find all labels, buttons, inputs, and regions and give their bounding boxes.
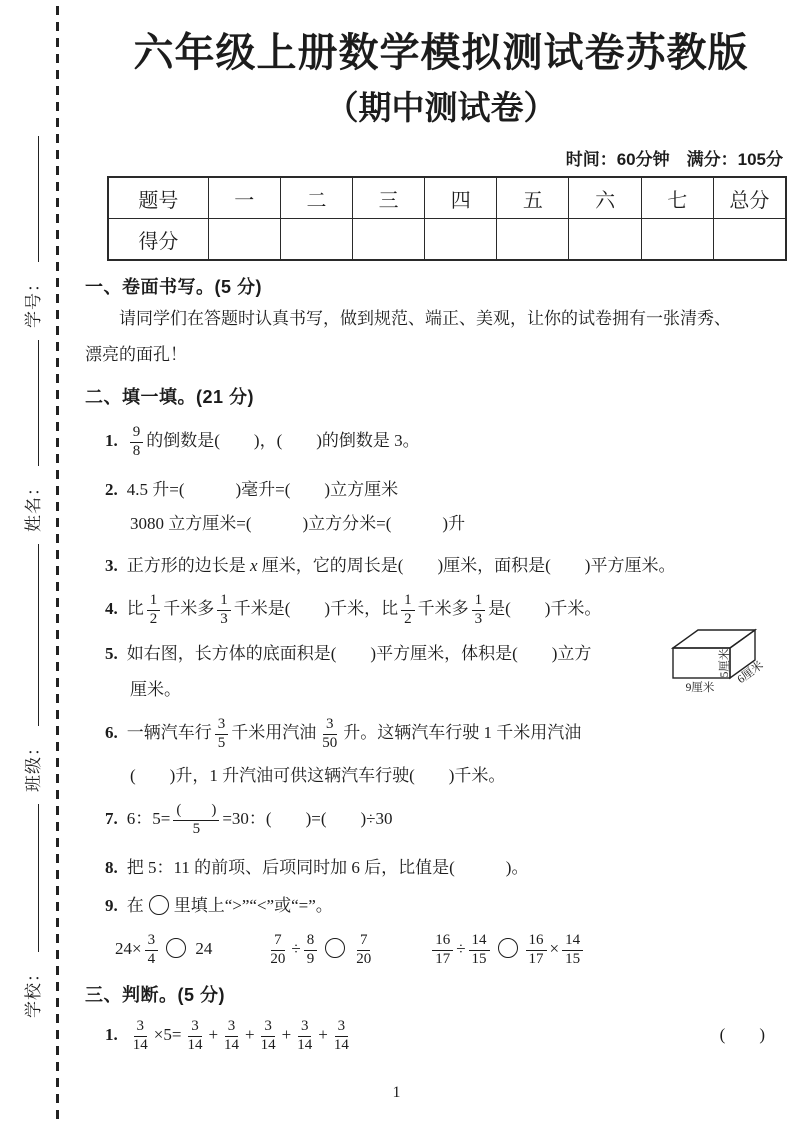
score-table-cell bbox=[208, 219, 280, 261]
score-table-cell bbox=[425, 219, 497, 261]
fraction: $\frac{9}{8}$ bbox=[130, 424, 144, 460]
fill-item-6-line-2 bbox=[85, 761, 787, 791]
class-write-line bbox=[37, 544, 39, 726]
fraction: $\frac{7}{20}$ bbox=[356, 932, 372, 967]
item-number: 4. bbox=[105, 599, 118, 618]
item-text: $\frac{3}{14}$ ×5= $\frac{3}{14}$ + $\frac{3}{14}$ + $\frac{3}{14}$ + $\frac{3}{14}$ + $\frac{3}{14}$ bbox=[127, 1013, 720, 1057]
fraction: $\frac{( )}{5}$ bbox=[173, 802, 219, 838]
student-info-sidebar bbox=[10, 68, 52, 1018]
score-table-cell bbox=[280, 219, 352, 261]
fraction: $\frac{14}{15}$ bbox=[469, 932, 490, 968]
score-table-cell bbox=[497, 219, 569, 261]
fraction: $\frac{1}{2}$ bbox=[401, 592, 415, 628]
fill-item-3 bbox=[85, 551, 787, 581]
item-text: 4.5 升=( )毫升=( )立方厘米 bbox=[126, 480, 399, 499]
score-table-cell bbox=[641, 219, 713, 261]
item-text: 3080 立方厘米=( )立方分米=( )升 bbox=[130, 514, 466, 533]
page-title: 六年级上册数学模拟测试卷苏教版 bbox=[133, 31, 749, 75]
fraction: $\frac{3}{14}$ bbox=[260, 1018, 276, 1053]
compare-circle bbox=[166, 938, 186, 958]
score-table-header-cell: 总分 bbox=[713, 177, 786, 219]
item-text: 正方形的边长是 x 厘米，它的周长是( )厘米，面积是( )平方厘米。 bbox=[126, 556, 676, 575]
fraction: $\frac{8}{9}$ bbox=[304, 932, 318, 968]
item-number: 3. bbox=[105, 556, 118, 575]
margin-divider-line bbox=[56, 6, 59, 1122]
fraction: $\frac{7}{20}$ bbox=[270, 932, 286, 967]
item-number: 7. bbox=[105, 809, 118, 828]
item-number: 1. bbox=[105, 1025, 118, 1044]
fill-item-8 bbox=[85, 853, 787, 883]
item-text: 如右图，长方体的底面积是( )平方厘米，体积是( )立方 bbox=[126, 644, 592, 663]
score-table bbox=[107, 176, 787, 261]
item-number: 1. bbox=[105, 431, 118, 450]
fraction: $\frac{1}{2}$ bbox=[147, 592, 161, 628]
item-number: 2. bbox=[105, 480, 118, 499]
fill-item-6 bbox=[85, 711, 787, 755]
fraction: $\frac{16}{17}$ bbox=[432, 932, 453, 968]
section-one-text-line: 请同学们在答题时认真书写，做到规范、端正、美观，让你的试卷拥有一张清秀、 bbox=[119, 309, 731, 328]
score-table-header-cell: 四 bbox=[425, 177, 497, 219]
fill-item-2-line-2 bbox=[85, 509, 787, 539]
page-subtitle: （期中测试卷） bbox=[325, 89, 557, 126]
variable: x bbox=[250, 556, 258, 575]
item-text: 在 里填上“>”“<”或“=”。 bbox=[126, 896, 333, 915]
score-table-header-cell: 三 bbox=[353, 177, 425, 219]
page-number: 1 bbox=[392, 1084, 401, 1101]
student-id-field-label: 学号： bbox=[23, 274, 43, 328]
fraction: $\frac{3}{14}$ bbox=[187, 1018, 203, 1053]
score-table-header-row bbox=[108, 177, 786, 219]
comparison-row bbox=[85, 927, 787, 971]
fraction: $\frac{3}{14}$ bbox=[333, 1018, 349, 1053]
score-table-cell bbox=[353, 219, 425, 261]
paper-content bbox=[85, 0, 787, 1057]
fraction: $\frac{3}{14}$ bbox=[224, 1018, 240, 1053]
item-text: 厘米。 bbox=[130, 680, 181, 699]
item-number: 5. bbox=[105, 644, 118, 663]
item-text: 把 5：11 的前项、后项同时加 6 后，比值是( )。 bbox=[126, 858, 529, 877]
item-number: 9. bbox=[105, 896, 118, 915]
item-text: 6：5= $\frac{( )}{5}$ =30：( )=( )÷30 bbox=[126, 802, 393, 837]
school-write-line bbox=[37, 804, 39, 952]
item-text: $\frac{9}{8}$ 的倒数是( )，( )的倒数是 3。 bbox=[127, 431, 420, 450]
score-table-score-row bbox=[108, 219, 786, 261]
judge-item-1 bbox=[85, 1013, 787, 1057]
section-three-heading: 三、判断。(5 分) bbox=[85, 985, 225, 1005]
item-text: 一辆汽车行 $\frac{3}{5}$ 千米用汽油 $\frac{3}{50}$ 升。这辆汽车行驶 1 千米用汽油 bbox=[126, 716, 582, 751]
compare-circle bbox=[498, 938, 518, 958]
fraction: $\frac{3}{14}$ bbox=[297, 1018, 313, 1053]
cuboid-depth-label: 6厘米 bbox=[735, 659, 766, 687]
score-table-header-cell: 七 bbox=[641, 177, 713, 219]
score-table-header-cell: 一 bbox=[208, 177, 280, 219]
name-write-line bbox=[37, 340, 39, 466]
score-table-header-cell: 五 bbox=[497, 177, 569, 219]
fraction: $\frac{3}{5}$ bbox=[215, 716, 229, 752]
score-table-header-cell: 二 bbox=[280, 177, 352, 219]
item-number: 6. bbox=[105, 723, 118, 742]
fill-item-9 bbox=[85, 891, 787, 921]
score-table-cell bbox=[713, 219, 786, 261]
comparison-expression: $\frac{16}{17}$ ÷ $\frac{14}{15}$ $\frac{16}{17}$ × $\frac{14}{15}$ bbox=[429, 927, 586, 971]
score-row-label: 得分 bbox=[108, 219, 208, 261]
name-field-label: 姓名： bbox=[23, 478, 43, 532]
fraction: $\frac{1}{3}$ bbox=[472, 592, 486, 628]
item-number: 8. bbox=[105, 858, 118, 877]
fraction: $\frac{16}{17}$ bbox=[526, 932, 547, 968]
school-field-label: 学校： bbox=[23, 964, 43, 1018]
fill-item-2 bbox=[85, 475, 787, 505]
item-text: ( )升，1 升汽油可供这辆汽车行驶( )千米。 bbox=[130, 766, 506, 785]
score-table-header-cell: 六 bbox=[569, 177, 641, 219]
fill-item-1 bbox=[85, 419, 787, 463]
comparison-expression: 24× $\frac{3}{4}$ 24 bbox=[115, 932, 213, 967]
fraction: $\frac{14}{15}$ bbox=[562, 932, 583, 968]
student-id-write-line bbox=[37, 136, 39, 262]
fraction: $\frac{3}{14}$ bbox=[132, 1018, 148, 1053]
cuboid-figure bbox=[660, 610, 793, 708]
score-table-cell bbox=[569, 219, 641, 261]
cuboid-width-label: 9厘米 bbox=[685, 682, 715, 694]
fraction: $\frac{1}{3}$ bbox=[217, 592, 231, 628]
fill-item-7 bbox=[85, 797, 787, 841]
fraction: $\frac{3}{4}$ bbox=[145, 932, 159, 968]
section-two-heading: 二、填一填。(21 分) bbox=[85, 387, 255, 407]
item-text: 比 $\frac{1}{2}$ 千米多 $\frac{1}{3}$ 千米是( )千米，比 $\frac{1}{2}$ 千米多 $\frac{1}{3}$ 是( )千米。 bbox=[126, 592, 602, 627]
class-field-label: 班级： bbox=[23, 738, 43, 792]
comparison-expression: $\frac{7}{20}$ ÷ $\frac{8}{9}$ $\frac{7}{20}$ bbox=[264, 927, 377, 971]
score-table-header-cell: 题号 bbox=[108, 177, 208, 219]
exam-meta: 时间：60分钟 满分：105分 bbox=[565, 150, 783, 169]
section-one-text-line: 漂亮的面孔！ bbox=[85, 345, 187, 364]
compare-circle bbox=[325, 938, 345, 958]
fraction: $\frac{3}{50}$ bbox=[322, 716, 338, 751]
section-one-heading: 一、卷面书写。(5 分) bbox=[85, 277, 262, 297]
compare-circle bbox=[149, 895, 169, 915]
cuboid-height-label: 5厘米 bbox=[719, 648, 731, 678]
judge-answer-blank: ( ) bbox=[719, 1025, 765, 1044]
